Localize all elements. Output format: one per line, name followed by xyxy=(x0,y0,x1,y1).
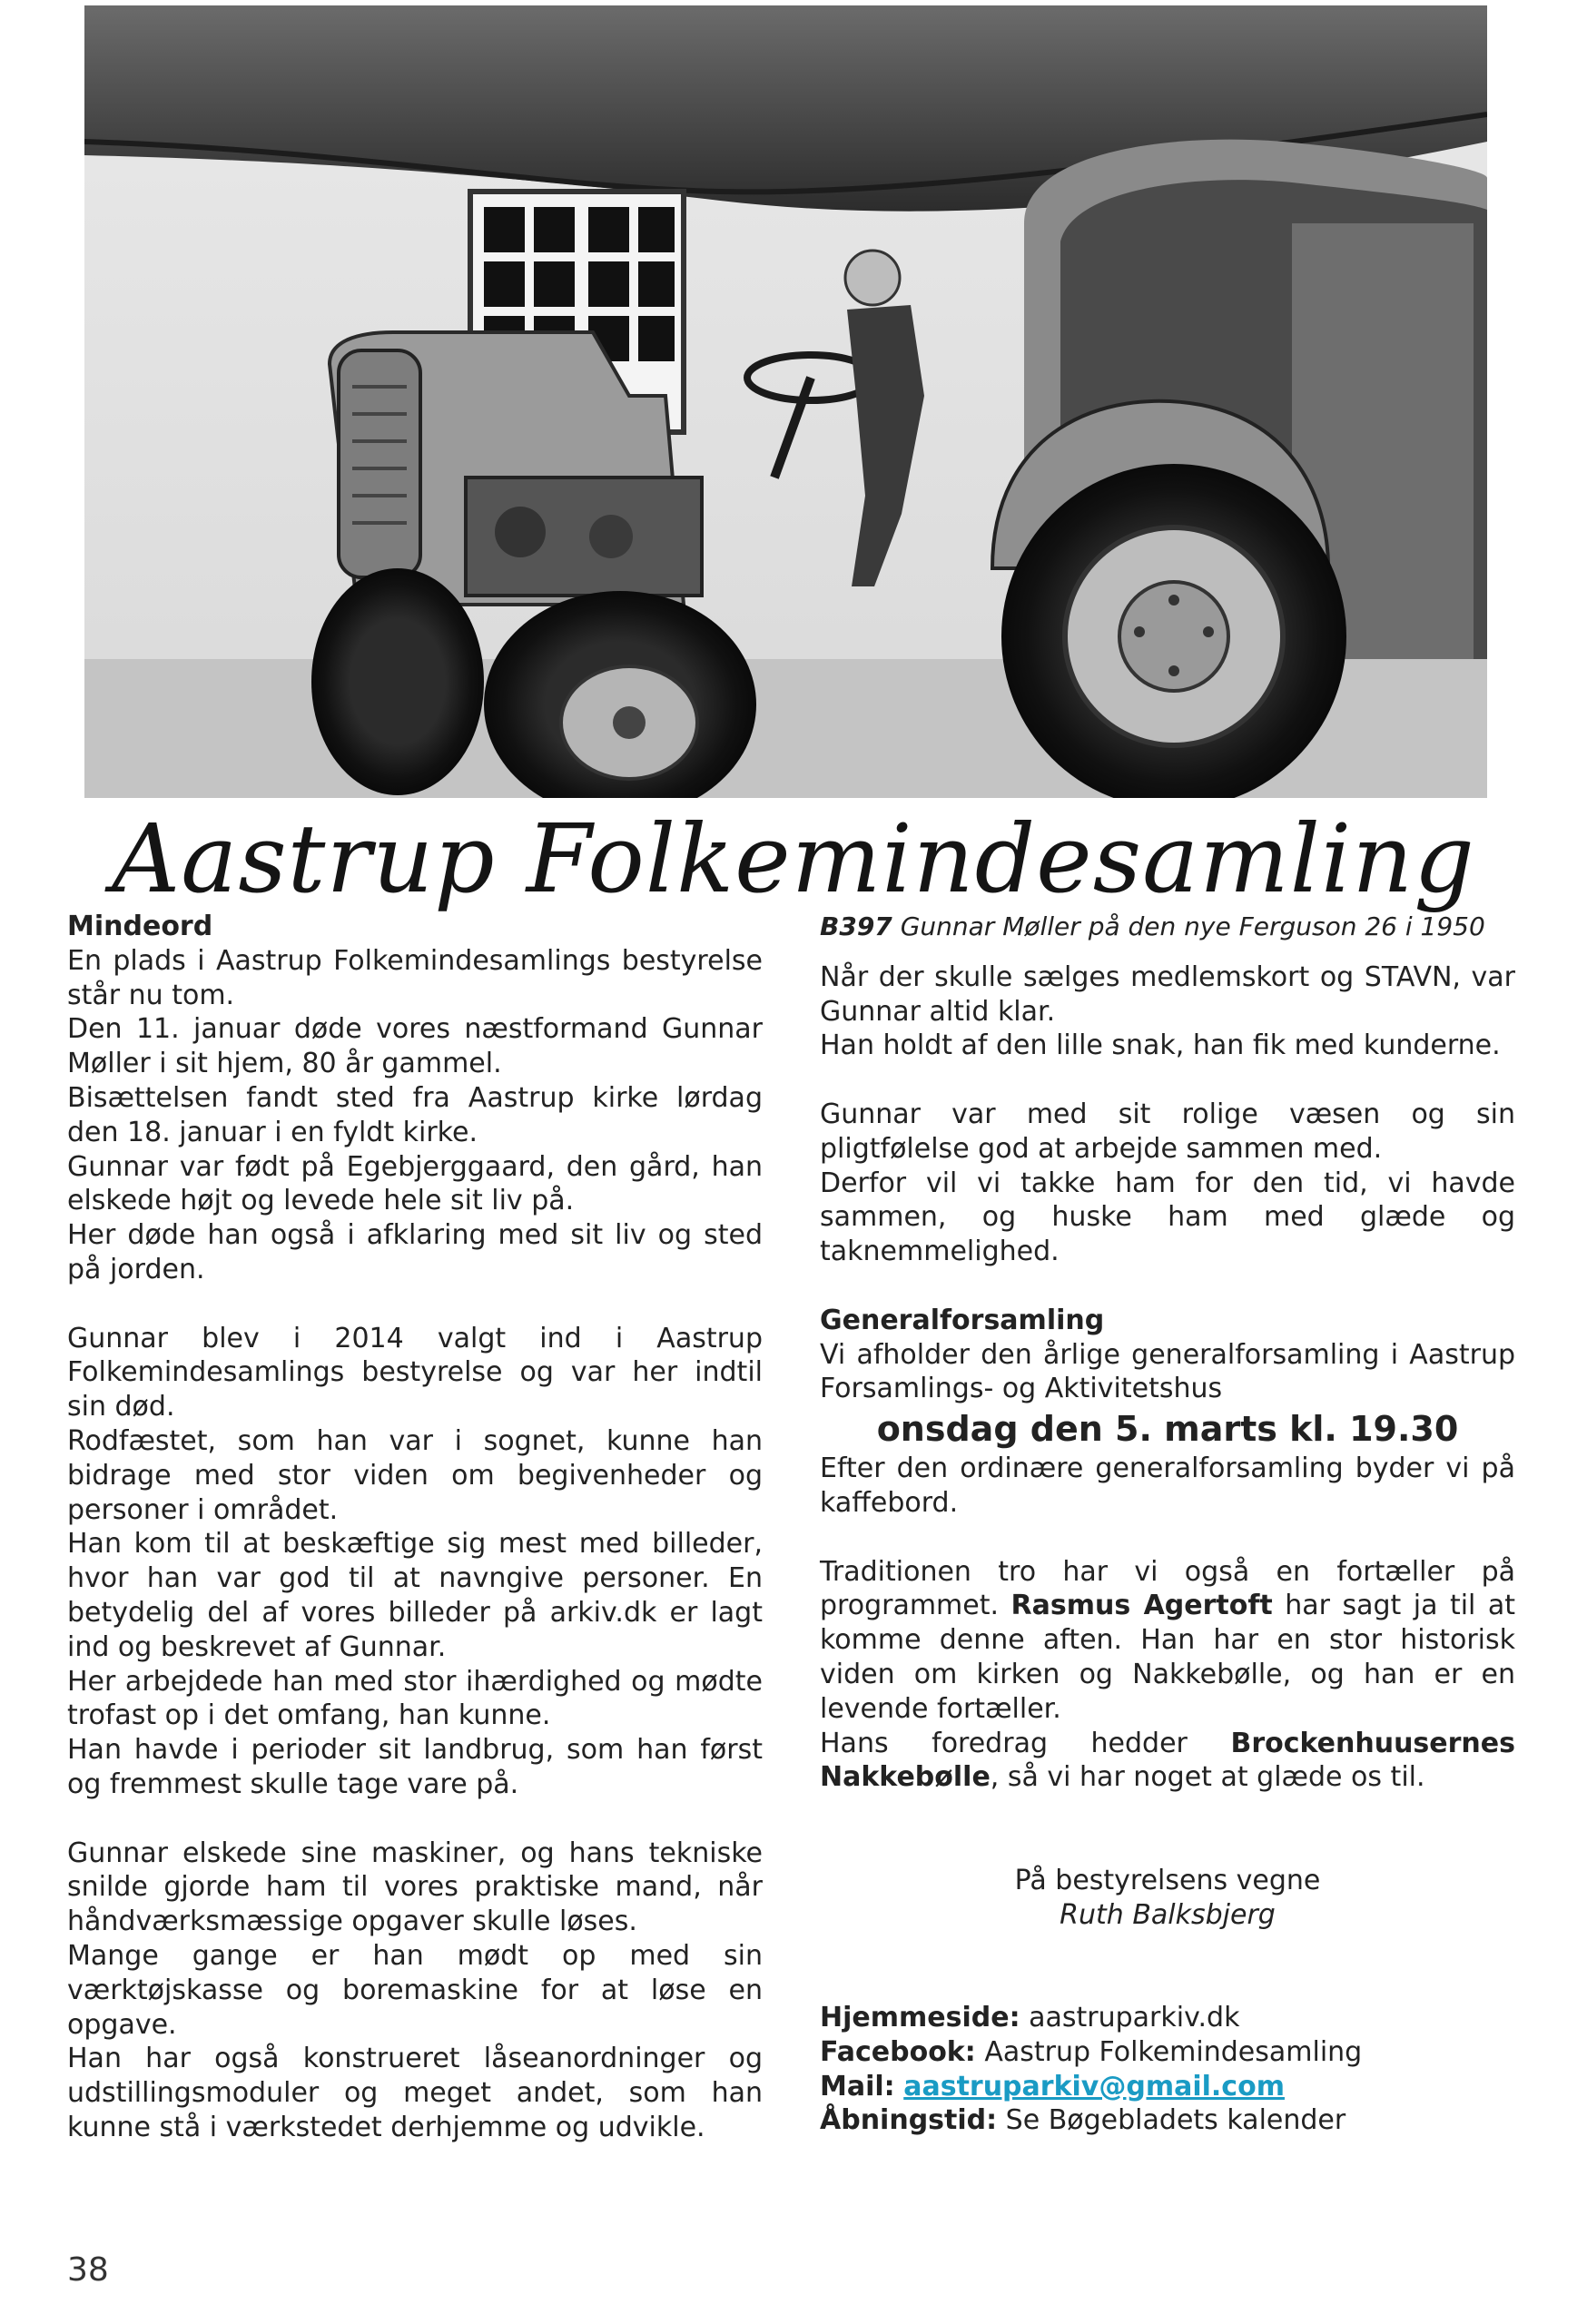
info-column xyxy=(820,910,1515,2138)
memorial-paragraph: Gunnar blev i 2014 valgt ind i Aastrup Folkemindesamlings bestyrelse og var her indtil sin død. xyxy=(67,1322,763,1423)
memorial-paragraph: Her arbejdede han med stor ihærdighed og mødte trofast op i det omfang, han kunne. xyxy=(67,1665,763,1732)
website-label: Hjemmeside: xyxy=(820,2001,1020,2034)
hours-value: Se Bøgebladets kalender xyxy=(1005,2104,1346,2137)
memorial-paragraph: Den 11. januar døde vores næstformand Gunnar Møller i sit hjem, 80 år gammel. xyxy=(67,1013,763,1080)
facebook-label: Facebook: xyxy=(820,2035,976,2068)
contact-mail xyxy=(820,2070,1515,2104)
memorial-heading: Mindeord xyxy=(67,911,213,942)
memorial-paragraph: Rodfæstet, som han var i sognet, kunne han bidrage med stor viden om begivenheder og personer i området. xyxy=(67,1424,763,1526)
info-paragraph: Han holdt af den lille snak, han fik med kunderne. xyxy=(820,1029,1501,1062)
memorial-paragraph: Bisættelsen fandt sted fra Aastrup kirke lørdag den 18. januar i en fyldt kirke. xyxy=(67,1081,763,1148)
mail-label: Mail: xyxy=(820,2070,895,2102)
tractor-photo-illustration xyxy=(84,5,1487,798)
info-paragraph: Når der skulle sælges medlemskort og STAVN, var Gunnar altid klar. xyxy=(820,960,1515,1028)
tractor-photo xyxy=(84,5,1487,798)
tradition-paragraph xyxy=(820,1555,1515,1727)
memorial-paragraph: Han kom til at beskæftige sig mest med billeder, hvor han var god til at navngive personer. En betydelig del af vores billeder på arkiv.dk er lagt ind og beskrevet af Gunnar. xyxy=(67,1528,763,1663)
memorial-paragraph: Gunnar var født på Egebjerggaard, den gård, han elskede højt og levede hele sit liv på. xyxy=(67,1150,763,1217)
memorial-paragraph: Han har også konstrueret låseanordninger og udstillingsmoduler og meget andet, som han kunne stå i værkstedet derhjemme og udvikle. xyxy=(67,2043,763,2143)
meeting-date: onsdag den 5. marts kl. 19.30 xyxy=(876,1409,1459,1450)
memorial-paragraph: En plads i Aastrup Folkemindesamlings bestyrelse står nu tom. xyxy=(67,944,763,1011)
contact-hours xyxy=(820,2103,1515,2138)
contact-facebook xyxy=(820,2035,1515,2070)
memorial-column xyxy=(67,910,763,2145)
info-paragraph: Derfor vil vi takke ham for den tid, vi havde sammen, og huske ham med glæde og taknemmelighed. xyxy=(820,1167,1515,1268)
page-number: 38 xyxy=(67,2251,109,2289)
hours-label: Åbningstid: xyxy=(820,2104,998,2137)
talk-suffix: , så vi har noget at glæde os til. xyxy=(990,1761,1425,1794)
memorial-paragraph: Mange gange er han mødt op med sin værktøjskasse og boremaskine for at løse en opgave. xyxy=(67,1939,763,2041)
talk-prefix: Hans foredrag hedder xyxy=(820,1727,1188,1759)
page-title: Aastrup Folkemindesamling xyxy=(112,803,1475,914)
talk-paragraph xyxy=(820,1727,1515,1796)
photo-caption-text: Gunnar Møller på den nye Ferguson 26 i 1950 xyxy=(900,911,1485,941)
memorial-paragraph: Han havde i perioder sit landbrug, som han først og fremmest skulle tage vare på. xyxy=(67,1734,763,1800)
facebook-value: Aastrup Folkemindesamling xyxy=(984,2035,1363,2068)
speaker-name: Rasmus Agertoft xyxy=(1010,1590,1273,1622)
photo-caption-id: B397 xyxy=(820,911,892,941)
memorial-paragraph: Gunnar elskede sine maskiner, og hans tekniske snilde gjorde ham til vores praktiske mand, når håndværksmæssige opgaver skulle løses. xyxy=(67,1837,763,1938)
photo-caption xyxy=(820,910,1515,944)
website-value[interactable]: aastruparkiv.dk xyxy=(1029,2001,1240,2034)
tradition-text-1: Traditionen tro har vi også en fortæller på programmet. xyxy=(820,1555,1515,1622)
mail-link[interactable]: aastruparkiv@gmail.com xyxy=(903,2070,1285,2102)
talk-title: Brockenhuusernes Nakkebølle xyxy=(820,1727,1515,1794)
info-paragraph: Gunnar var med sit rolige væsen og sin pligtfølelse god at arbejde sammen med. xyxy=(820,1098,1515,1165)
tradition-text-2: har sagt ja til at komme denne aften. Han har en stor historisk viden om kirken og Nakkebølle, og han er en levende fortæller. xyxy=(820,1590,1515,1725)
memorial-paragraph: Her døde han også i afklaring med sit liv og sted på jorden. xyxy=(67,1219,763,1285)
after-meeting-text: Efter den ordinære generalforsamling byder vi på kaffebord. xyxy=(820,1452,1515,1519)
meeting-intro: Vi afholder den årlige generalforsamling i Aastrup Forsamlings- og Aktivitetshus xyxy=(820,1338,1515,1405)
meeting-heading: Generalforsamling xyxy=(820,1304,1105,1336)
contact-website xyxy=(820,2001,1515,2035)
signoff: På bestyrelsens vegne xyxy=(1014,1864,1321,1896)
signer-name: Ruth Balksbjerg xyxy=(1060,1898,1276,1931)
